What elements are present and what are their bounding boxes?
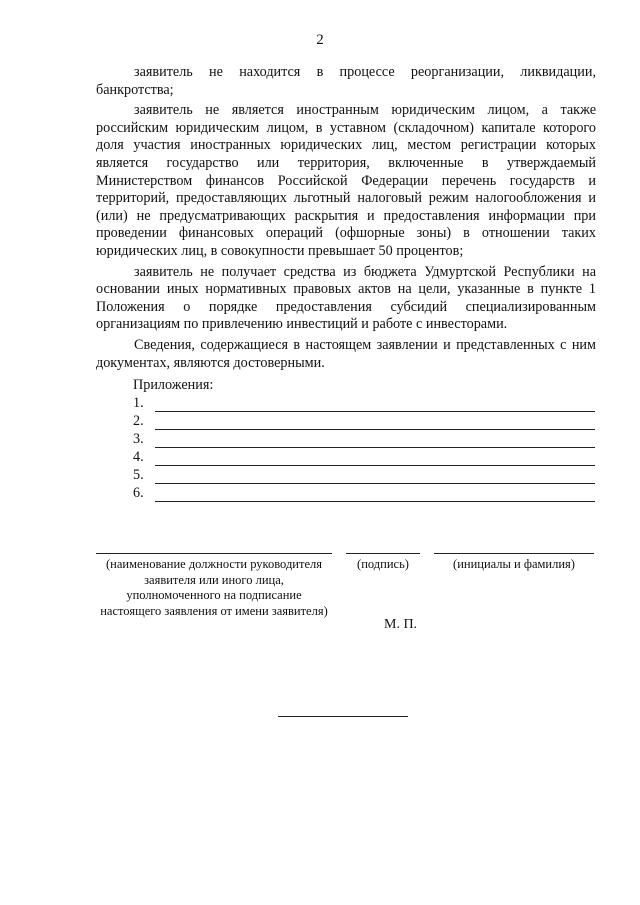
- attachment-blank-line[interactable]: [155, 470, 595, 484]
- paragraph-not-reorganizing: заявитель не находится в процессе реорганизации, ликвидации, банкротства;: [96, 64, 596, 98]
- attachment-number: 1.: [133, 395, 144, 411]
- page-number: 2: [316, 32, 324, 48]
- attachment-row: [133, 448, 595, 466]
- attachments-title: Приложения:: [133, 377, 214, 393]
- body-text: [96, 64, 596, 375]
- attachment-blank-line[interactable]: [155, 488, 595, 502]
- paragraph-no-budget-funds: заявитель не получает средства из бюджета Удмуртской Республики на основании иных нормативных правовых актов на цели, указанные в пункте 1 Положения о порядке предоставления субсидий специализированным организациям по привлечению инвестиций и работе с инвесторами.: [96, 263, 596, 333]
- attachment-row: [133, 412, 595, 430]
- attachment-row: [133, 484, 595, 502]
- stamp-place-label: М. П.: [384, 617, 418, 632]
- attachment-blank-line[interactable]: [155, 434, 595, 448]
- attachment-number: 5.: [133, 467, 144, 483]
- attachment-number: 3.: [133, 431, 144, 447]
- name-caption: (инициалы и фамилия): [453, 557, 575, 571]
- name-signature-line[interactable]: [434, 553, 594, 554]
- attachment-row: [133, 394, 595, 412]
- position-signature-line[interactable]: [96, 553, 332, 554]
- signature-line[interactable]: [346, 553, 420, 554]
- bottom-separator-line: [278, 716, 408, 717]
- attachment-number: 6.: [133, 485, 144, 501]
- signature-caption: (подпись): [357, 557, 409, 571]
- position-caption: (наименование должности руководителя заявителя или иного лица, уполномоченного на подписание настоящего заявления от имени заявителя): [100, 557, 328, 618]
- attachment-row: [133, 466, 595, 484]
- attachments-section: [133, 376, 595, 502]
- paragraph-data-reliable: Сведения, содержащиеся в настоящем заявлении и представленных с ним документах, являются достоверными.: [96, 336, 596, 371]
- attachment-number: 4.: [133, 449, 144, 465]
- attachment-row: [133, 430, 595, 448]
- attachment-blank-line[interactable]: [155, 398, 595, 412]
- attachment-blank-line[interactable]: [155, 452, 595, 466]
- attachment-number: 2.: [133, 413, 144, 429]
- paragraph-not-foreign-entity: заявитель не является иностранным юридическим лицом, а также российским юридическим лицом, в уставном (складочном) капитале которого доля участия иностранных юридических лиц, местом регистрации которых является государство или территория, включенные в утверждаемый Министерством финансов Российской Федерации перечень государств и территорий, предоставляющих льготный налоговый режим налогообложения и (или) не предусматривающих раскрытия и предоставления информации при проведении финансовых операций (офшорные зоны) в отношении таких юридических лиц, в совокупности превышает 50 процентов;: [96, 102, 596, 259]
- attachment-blank-line[interactable]: [155, 416, 595, 430]
